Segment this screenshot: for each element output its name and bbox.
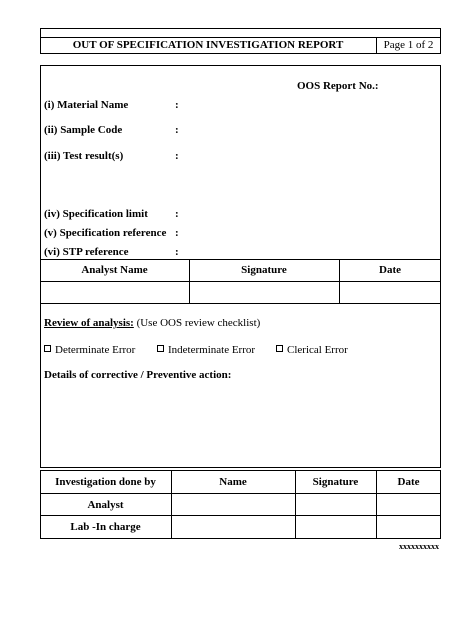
field-specification-limit: (iv) Specification limit (44, 208, 148, 220)
review-of-analysis (44, 317, 260, 330)
field-material-name-sep: : (175, 99, 179, 111)
option-label: Determinate Error (55, 344, 136, 356)
field-stp-reference-sep: : (175, 246, 179, 258)
option-determinate-error[interactable] (44, 344, 135, 357)
field-test-results-sep: : (175, 150, 179, 162)
row-analyst: Analyst (87, 499, 124, 511)
row-lab-in-charge: Lab -In charge (70, 521, 141, 533)
analyst-table-top (40, 259, 441, 260)
details-label: Details of corrective / Preventive action: (44, 369, 232, 381)
review-note: (Use OOS review checklist) (133, 317, 261, 329)
analyst-date-header: Date (379, 264, 401, 276)
report-title: OUT OF SPECIFICATION INVESTIGATION REPORT (72, 39, 344, 51)
analyst-table-bottom (40, 303, 441, 304)
investigation-done-by-header: Investigation done by (55, 476, 156, 488)
option-label: Clerical Error (287, 344, 348, 356)
field-stp-reference: (vi) STP reference (44, 246, 129, 258)
option-clerical-error[interactable] (276, 344, 348, 357)
investigation-table-row-1 (40, 493, 441, 494)
field-material-name: (i) Material Name (44, 99, 129, 111)
option-label: Indeterminate Error (168, 344, 256, 356)
investigation-name-header: Name (219, 476, 247, 488)
oos-report-label: OOS Report No.: (297, 80, 379, 92)
checkbox-icon[interactable] (44, 345, 51, 352)
field-sample-code-sep: : (175, 124, 179, 136)
investigation-date-header: Date (397, 476, 420, 488)
checkbox-icon[interactable] (276, 345, 283, 352)
field-specification-reference-sep: : (175, 227, 179, 239)
investigation-table-row-2 (40, 515, 441, 516)
checkbox-icon[interactable] (157, 345, 164, 352)
field-specification-reference: (v) Specification reference (44, 227, 167, 239)
field-specification-limit-sep: : (175, 208, 179, 220)
footer-code: xxxxxxxxxx (399, 542, 439, 551)
analyst-name-header: Analyst Name (81, 264, 148, 276)
page-number: Page 1 of 2 (383, 39, 434, 51)
review-heading: Review of analysis: (44, 317, 134, 329)
option-indeterminate-error[interactable] (157, 344, 255, 357)
field-test-results: (iii) Test result(s) (44, 150, 124, 162)
analyst-table-mid (40, 281, 441, 282)
field-sample-code: (ii) Sample Code (44, 124, 123, 136)
investigation-signature-header: Signature (312, 476, 359, 488)
analyst-signature-header: Signature (241, 264, 287, 276)
